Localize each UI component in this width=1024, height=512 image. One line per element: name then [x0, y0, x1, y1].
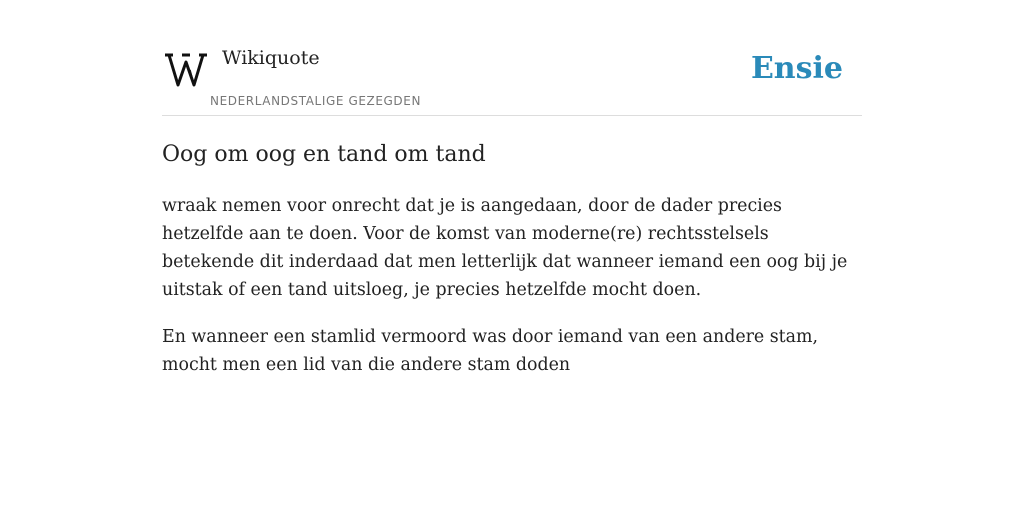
definition-paragraph: En wanneer een stamlid vermoord was door iemand van een andere stam, mocht men een lid van die andere stam doden — [162, 327, 819, 375]
quote-title: Oog om oog en tand om tand — [162, 142, 486, 167]
quote-card — [162, 0, 862, 512]
site-subtitle: NEDERLANDSTALIGE GEZEGDEN — [210, 94, 422, 108]
definition-paragraph: wraak nemen voor onrecht dat je is aangedaan, door de dader precies hetzelfde aan te doen. Voor de komst van moderne(re) rechtsstelsels betekende dit inderdaad dat men letterlijk dat wanneer iemand een oog bij je uitstak of een tand uitsloeg, je precies hetzelfde mocht doen. — [162, 196, 848, 300]
card-header — [162, 0, 862, 116]
site-name[interactable]: Wikiquote — [222, 47, 320, 69]
wikiquote-logo-icon — [164, 50, 208, 90]
brand-logo[interactable]: Ensie — [750, 51, 843, 86]
